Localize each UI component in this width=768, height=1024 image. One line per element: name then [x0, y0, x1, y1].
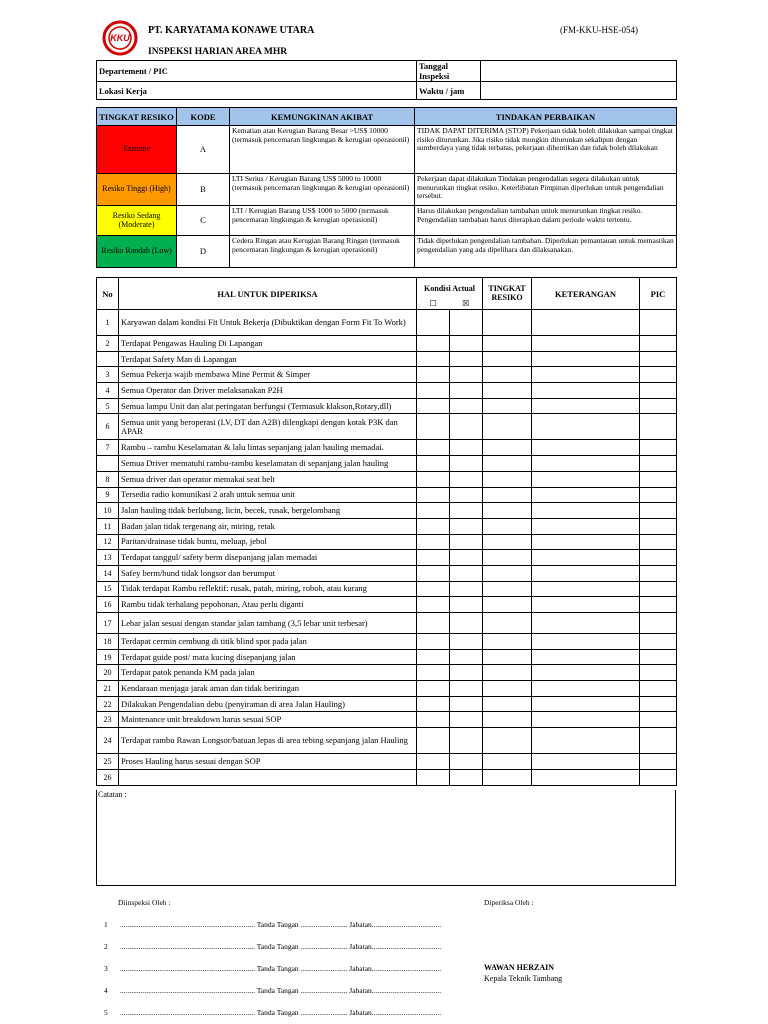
keterangan-cell[interactable]: [532, 367, 640, 383]
pic-cell[interactable]: [640, 487, 677, 503]
signature-row-number: 3: [104, 964, 108, 973]
pic-cell[interactable]: [640, 367, 677, 383]
kondisi-not-cell[interactable]: [450, 696, 483, 712]
kondisi-ok-cell[interactable]: [417, 728, 450, 754]
risk-code: A: [177, 126, 230, 174]
risk-code: D: [177, 236, 230, 268]
col-header-pic: PIC: [640, 278, 677, 310]
keterangan-cell[interactable]: [532, 681, 640, 697]
risk-row-low: [97, 236, 677, 268]
kondisi-ok-cell[interactable]: [417, 398, 450, 414]
risk-row-moderate: [97, 206, 677, 236]
tingkat-resiko-cell[interactable]: [483, 581, 532, 597]
department-label: Departement / PIC: [97, 61, 417, 82]
kondisi-not-cell[interactable]: [450, 440, 483, 456]
kondisi-ok-cell[interactable]: [417, 696, 450, 712]
tingkat-resiko-cell[interactable]: [483, 728, 532, 754]
kondisi-not-cell[interactable]: [450, 681, 483, 697]
risk-consequence: LTI / Kerugian Barang US$ 1000 to 5000 (termasuk pencemaran lingkungan & kerugian operasionil): [230, 206, 415, 236]
approver-title: Kepala Teknik Tambang: [484, 974, 563, 983]
checklist-no: 24: [97, 728, 119, 754]
kondisi-not-cell[interactable]: [450, 351, 483, 367]
checklist-item-text: Tidak terdapat Rambu reflektif: rusak, patah, miring, roboh, atau kurang: [119, 581, 417, 597]
checklist-no: 22: [97, 696, 119, 712]
tingkat-resiko-cell[interactable]: [483, 487, 532, 503]
checklist-item-text: Semua lampu Unit dan alat peringatan berfungsi (Termasuk klakson,Rotary,dll): [119, 398, 417, 414]
keterangan-cell[interactable]: [532, 471, 640, 487]
tingkat-resiko-cell[interactable]: [483, 518, 532, 534]
checklist-row: [97, 634, 677, 650]
time-label: Waktu / jam: [417, 82, 481, 100]
pic-cell[interactable]: [640, 518, 677, 534]
risk-row-extreme: [97, 126, 677, 174]
tingkat-resiko-cell[interactable]: [483, 367, 532, 383]
kondisi-ok-cell[interactable]: [417, 518, 450, 534]
company-name: PT. KARYATAMA KONAWE UTARA: [148, 25, 315, 36]
risk-action: TIDAK DAPAT DITERIMA (STOP) Pekerjaan tidak boleh dilakukan sampai tingkat risiko diturunkan. Jika risiko tidak mungkin diturunkan sekalipun dengan sumberdaya yang tidak terbatas, pekerjaan dihentikan dan tidak boleh dilakukan: [415, 126, 677, 174]
pic-cell[interactable]: [640, 696, 677, 712]
checklist-row: [97, 398, 677, 414]
risk-code: C: [177, 206, 230, 236]
checklist-no: 9: [97, 487, 119, 503]
checklist-no: 5: [97, 398, 119, 414]
checklist-item-text: Jalan hauling tidak berlubang, licin, becek, rusak, bergelombang: [119, 503, 417, 519]
checklist-row: [97, 681, 677, 697]
tingkat-resiko-cell[interactable]: [483, 440, 532, 456]
col-header-kondisi: Kondisi Actual: [417, 278, 483, 299]
signature-line[interactable]: ........................................................................ Tanda Tangan ......................... Jabatan.....................................: [120, 942, 442, 951]
tingkat-resiko-cell[interactable]: [483, 681, 532, 697]
checklist-item-text: Tersedia radio komunikasi 2 arah untuk semua unit: [119, 487, 417, 503]
kondisi-not-cell[interactable]: [450, 649, 483, 665]
checklist-item-text: Karyawan dalam kondisi Fit Untuk Bekerja (Dibuktikan dengan Form Fit To Work): [119, 310, 417, 336]
kondisi-not-cell[interactable]: [450, 534, 483, 550]
risk-level-table: [96, 107, 677, 268]
kondisi-ok-cell[interactable]: [417, 712, 450, 728]
checklist-row: [97, 565, 677, 581]
risk-level: Extreme: [97, 126, 177, 174]
pic-cell[interactable]: [640, 398, 677, 414]
checklist-item-text: Terdapat tanggul/ safety berm disepanjang jalan memadai: [119, 550, 417, 566]
checklist-no: 12: [97, 534, 119, 550]
checklist-no: 17: [97, 613, 119, 634]
risk-level: Resiko Randah (Low): [97, 236, 177, 268]
checklist-row: [97, 665, 677, 681]
keterangan-cell[interactable]: [532, 440, 640, 456]
checklist-row: [97, 487, 677, 503]
date-value-field[interactable]: [481, 61, 677, 82]
risk-consequence: LTI Serius / Kerugian Barang US$ 5000 to 10000 (termasuk pencemaran lingkungan & kerugian operasionil): [230, 174, 415, 206]
kondisi-not-cell[interactable]: [450, 565, 483, 581]
tingkat-resiko-cell[interactable]: [483, 471, 532, 487]
tingkat-resiko-cell[interactable]: [483, 565, 532, 581]
kondisi-ok-cell[interactable]: [417, 336, 450, 352]
checklist-row: [97, 728, 677, 754]
tingkat-resiko-cell[interactable]: [483, 550, 532, 566]
checklist-no: [97, 456, 119, 472]
kondisi-not-cell[interactable]: [450, 754, 483, 770]
checklist-row: [97, 440, 677, 456]
tingkat-resiko-cell[interactable]: [483, 754, 532, 770]
risk-header-consequence: KEMUNGKINAN AKIBAT: [230, 108, 415, 126]
checklist-row: [97, 471, 677, 487]
risk-consequence: Kematian atau Kerugian Barang Besar >US$ 10000 (termasuk pencemaran lingkungan & kerugian operasionil): [230, 126, 415, 174]
location-label: Lokasi Kerja: [97, 82, 417, 100]
kondisi-ok-cell[interactable]: [417, 769, 450, 785]
checklist-row: [97, 351, 677, 367]
pic-cell[interactable]: [640, 581, 677, 597]
kondisi-ok-cell[interactable]: [417, 440, 450, 456]
checklist-no: 2: [97, 336, 119, 352]
checklist-no: 13: [97, 550, 119, 566]
pic-cell[interactable]: [640, 728, 677, 754]
kondisi-ok-cell[interactable]: [417, 597, 450, 613]
checklist-item-text: Proses Hauling harus sesuai dengan SOP: [119, 754, 417, 770]
keterangan-cell[interactable]: [532, 487, 640, 503]
kondisi-not-cell[interactable]: [450, 456, 483, 472]
date-label: Tanggal Inspeksi: [417, 61, 481, 82]
checklist-row: [97, 310, 677, 336]
keterangan-cell[interactable]: [532, 518, 640, 534]
pic-cell[interactable]: [640, 336, 677, 352]
notes-label: Catatan :: [98, 790, 127, 799]
checklist-no: 18: [97, 634, 119, 650]
checklist-no: 25: [97, 754, 119, 770]
kondisi-not-cell[interactable]: [450, 310, 483, 336]
signature-row[interactable]: [104, 986, 441, 995]
company-logo: [102, 20, 138, 56]
tingkat-resiko-cell[interactable]: [483, 383, 532, 399]
checklist-item-text: [119, 769, 417, 785]
checklist-no: 21: [97, 681, 119, 697]
checklist-row: [97, 581, 677, 597]
kondisi-not-cell[interactable]: [450, 503, 483, 519]
keterangan-cell[interactable]: [532, 565, 640, 581]
kondisi-ok-cell[interactable]: [417, 550, 450, 566]
signature-row[interactable]: [104, 964, 441, 973]
tingkat-resiko-cell[interactable]: [483, 712, 532, 728]
pic-cell[interactable]: [640, 310, 677, 336]
tingkat-resiko-cell[interactable]: [483, 336, 532, 352]
risk-header-action: TINDAKAN PERBAIKAN: [415, 108, 677, 126]
pic-cell[interactable]: [640, 754, 677, 770]
kondisi-ok-cell[interactable]: [417, 456, 450, 472]
checklist-no: 16: [97, 597, 119, 613]
keterangan-cell[interactable]: [532, 534, 640, 550]
checklist-row: [97, 696, 677, 712]
checklist-item-text: Terdapat Safety Man di Lapangan: [119, 351, 417, 367]
keterangan-cell[interactable]: [532, 456, 640, 472]
signature-row-number: 4: [104, 986, 108, 995]
keterangan-cell[interactable]: [532, 550, 640, 566]
checklist-no: 10: [97, 503, 119, 519]
kondisi-not-cell[interactable]: [450, 398, 483, 414]
kondisi-not-cell[interactable]: [450, 581, 483, 597]
keterangan-cell[interactable]: [532, 336, 640, 352]
pic-cell[interactable]: [640, 565, 677, 581]
checklist-no: 15: [97, 581, 119, 597]
checklist-row: [97, 550, 677, 566]
pic-cell[interactable]: [640, 456, 677, 472]
document-title: INSPEKSI HARIAN AREA MHR: [148, 47, 288, 57]
kondisi-not-cell[interactable]: [450, 613, 483, 634]
checklist-no: 8: [97, 471, 119, 487]
checklist-no: 3: [97, 367, 119, 383]
kondisi-ok-cell[interactable]: [417, 367, 450, 383]
signature-row-number: 2: [104, 942, 108, 951]
signature-row-number: 1: [104, 920, 108, 929]
keterangan-cell[interactable]: [532, 581, 640, 597]
notes-box[interactable]: [96, 790, 676, 886]
checklist-no: 20: [97, 665, 119, 681]
kondisi-not-cell[interactable]: [450, 665, 483, 681]
kondisi-not-cell[interactable]: [450, 728, 483, 754]
kondisi-not-cell[interactable]: [450, 769, 483, 785]
kondisi-ok-cell[interactable]: [417, 310, 450, 336]
col-header-no: No: [97, 278, 119, 310]
checklist-item-text: Safey berm/bund tidak longsor dan berumput: [119, 565, 417, 581]
tingkat-resiko-cell[interactable]: [483, 665, 532, 681]
kondisi-ok-cell[interactable]: [417, 681, 450, 697]
checklist-no: [97, 351, 119, 367]
keterangan-cell[interactable]: [532, 696, 640, 712]
pic-cell[interactable]: [640, 440, 677, 456]
keterangan-cell[interactable]: [532, 769, 640, 785]
kondisi-ok-cell[interactable]: [417, 351, 450, 367]
signature-row[interactable]: [104, 942, 441, 951]
checklist-item-text: Semua Driver mematuhi rambu-rambu keselamatan di sepanjang jalan hauling: [119, 456, 417, 472]
kondisi-ok-cell[interactable]: [417, 565, 450, 581]
tingkat-resiko-cell[interactable]: [483, 414, 532, 440]
pic-cell[interactable]: [640, 550, 677, 566]
signature-row[interactable]: [104, 1008, 441, 1017]
tingkat-resiko-cell[interactable]: [483, 456, 532, 472]
risk-header-code: KODE: [177, 108, 230, 126]
kondisi-ok-checkbox-icon: ☐: [417, 299, 450, 310]
checklist-no: 23: [97, 712, 119, 728]
checklist-row: [97, 597, 677, 613]
kondisi-ok-cell[interactable]: [417, 581, 450, 597]
time-value-field[interactable]: [481, 82, 677, 100]
info-table: [96, 60, 677, 100]
kondisi-not-checkbox-icon: ☒: [450, 299, 483, 310]
kondisi-not-cell[interactable]: [450, 414, 483, 440]
keterangan-cell[interactable]: [532, 351, 640, 367]
risk-action: Tidak diperlukan pengendalian tambahan. Diperlukan pemantauan untuk memastikan pengendalian yang ada dipelihara dan dilaksanakan.: [415, 236, 677, 268]
signature-line[interactable]: ........................................................................ Tanda Tangan ......................... Jabatan.....................................: [120, 920, 442, 929]
kondisi-not-cell[interactable]: [450, 597, 483, 613]
signature-section: [96, 890, 676, 1024]
risk-level: Resiko Sedang (Moderate): [97, 206, 177, 236]
keterangan-cell[interactable]: [532, 310, 640, 336]
pic-cell[interactable]: [640, 597, 677, 613]
kondisi-not-cell[interactable]: [450, 367, 483, 383]
risk-level: Resiko Tinggi (High): [97, 174, 177, 206]
document-header: [96, 20, 676, 60]
checklist-no: 19: [97, 649, 119, 665]
checklist-row: [97, 518, 677, 534]
tingkat-resiko-cell[interactable]: [483, 503, 532, 519]
kondisi-ok-cell[interactable]: [417, 534, 450, 550]
signature-line[interactable]: ........................................................................ Tanda Tangan ......................... Jabatan.....................................: [120, 964, 442, 973]
keterangan-cell[interactable]: [532, 597, 640, 613]
keterangan-cell[interactable]: [532, 398, 640, 414]
tingkat-resiko-cell[interactable]: [483, 649, 532, 665]
keterangan-cell[interactable]: [532, 613, 640, 634]
keterangan-cell[interactable]: [532, 754, 640, 770]
tingkat-resiko-cell[interactable]: [483, 534, 532, 550]
kondisi-ok-cell[interactable]: [417, 471, 450, 487]
risk-code: B: [177, 174, 230, 206]
pic-cell[interactable]: [640, 503, 677, 519]
checklist-row: [97, 754, 677, 770]
checklist-no: 26: [97, 769, 119, 785]
tingkat-resiko-cell[interactable]: [483, 634, 532, 650]
pic-cell[interactable]: [640, 769, 677, 785]
checklist-item-text: Terdapat guide post/ mata kucing disepanjang jalan: [119, 649, 417, 665]
col-header-tingkat: TINGKAT RESIKO: [483, 278, 532, 310]
form-code: (FM-KKU-HSE-054): [560, 25, 638, 35]
checklist-item-text: Semua unit yang beroperasi (LV, DT dan A2B) dilengkapi dengan kotak P3K dan APAR: [119, 414, 417, 440]
pic-cell[interactable]: [640, 681, 677, 697]
kondisi-not-cell[interactable]: [450, 634, 483, 650]
checklist-row: [97, 503, 677, 519]
signature-line[interactable]: ........................................................................ Tanda Tangan ......................... Jabatan.....................................: [120, 1008, 442, 1017]
checklist-item-text: Terdapat cermin cembung di titik blind spot pada jalan: [119, 634, 417, 650]
checklist-no: 11: [97, 518, 119, 534]
risk-action: Pekerjaan dapat dilakukan Tindakan pengendalian segera dilakukan untuk menurunkan tingkat resiko. Keterlibatan Pimpinan diperlukan untuk pengendalian tersebut.: [415, 174, 677, 206]
checklist-row: [97, 456, 677, 472]
tingkat-resiko-cell[interactable]: [483, 351, 532, 367]
signature-row-number: 5: [104, 1008, 108, 1017]
kondisi-not-cell[interactable]: [450, 712, 483, 728]
pic-cell[interactable]: [640, 534, 677, 550]
kondisi-not-cell[interactable]: [450, 487, 483, 503]
risk-consequence: Cedera Ringan atau Kerugian Barang Ringan (termasuk pencemaran lingkungan & kerugian operasionil): [230, 236, 415, 268]
kondisi-not-cell[interactable]: [450, 518, 483, 534]
kondisi-ok-cell[interactable]: [417, 503, 450, 519]
checklist-row: [97, 613, 677, 634]
kondisi-ok-cell[interactable]: [417, 649, 450, 665]
keterangan-cell[interactable]: [532, 383, 640, 399]
pic-cell[interactable]: [640, 414, 677, 440]
kondisi-ok-cell[interactable]: [417, 613, 450, 634]
tingkat-resiko-cell[interactable]: [483, 696, 532, 712]
checklist-row: [97, 336, 677, 352]
tingkat-resiko-cell[interactable]: [483, 310, 532, 336]
keterangan-cell[interactable]: [532, 414, 640, 440]
kondisi-ok-cell[interactable]: [417, 383, 450, 399]
checklist-row: [97, 649, 677, 665]
signature-line[interactable]: ........................................................................ Tanda Tangan ......................... Jabatan.....................................: [120, 986, 442, 995]
checklist-row: [97, 534, 677, 550]
checklist-item-text: Semua driver dan operator memakai seat belt: [119, 471, 417, 487]
tingkat-resiko-cell[interactable]: [483, 398, 532, 414]
inspected-by-label: Diinspeksi Oleh :: [118, 898, 171, 907]
checklist-no: 6: [97, 414, 119, 440]
col-header-item: HAL UNTUK DIPERIKSA: [119, 278, 417, 310]
checklist-item-text: Paritan/drainase tidak buntu, meluap, jebol: [119, 534, 417, 550]
keterangan-cell[interactable]: [532, 712, 640, 728]
kondisi-ok-cell[interactable]: [417, 665, 450, 681]
signature-row[interactable]: [104, 920, 441, 929]
checklist-row: [97, 769, 677, 785]
col-header-keterangan: KETERANGAN: [532, 278, 640, 310]
tingkat-resiko-cell[interactable]: [483, 769, 532, 785]
checklist-row: [97, 712, 677, 728]
checklist-item-text: Badan jalan tidak tergenang air, miring, retak: [119, 518, 417, 534]
keterangan-cell[interactable]: [532, 728, 640, 754]
checklist-item-text: Maintenance unit breakdown harus sesuai SOP: [119, 712, 417, 728]
kondisi-not-cell[interactable]: [450, 550, 483, 566]
pic-cell[interactable]: [640, 471, 677, 487]
kondisi-not-cell[interactable]: [450, 383, 483, 399]
checklist-item-text: Semua Pekerja wajib membawa Mine Permit & Simper: [119, 367, 417, 383]
checklist-no: 7: [97, 440, 119, 456]
approver-name: WAWAN HERZAIN: [484, 963, 555, 972]
tingkat-resiko-cell[interactable]: [483, 597, 532, 613]
checklist-item-text: Kendaraan menjaga jarak aman dan tidak beriringan: [119, 681, 417, 697]
pic-cell[interactable]: [640, 351, 677, 367]
checklist-row: [97, 383, 677, 399]
kondisi-not-cell[interactable]: [450, 336, 483, 352]
checklist-no: 4: [97, 383, 119, 399]
checklist-item-text: Semua Operator dan Driver melaksanakan P2H: [119, 383, 417, 399]
keterangan-cell[interactable]: [532, 634, 640, 650]
tingkat-resiko-cell[interactable]: [483, 613, 532, 634]
pic-cell[interactable]: [640, 665, 677, 681]
checklist-item-text: Terdapat rambu Rawan Longsor/batuan lepas di area tebing sepanjang jalan Hauling: [119, 728, 417, 754]
checklist-item-text: Terdapat Pengawas Hauling Di Lapangan: [119, 336, 417, 352]
kondisi-ok-cell[interactable]: [417, 634, 450, 650]
checklist-row: [97, 367, 677, 383]
risk-row-high: [97, 174, 677, 206]
checked-by-label: Diperiksa Oleh :: [484, 898, 534, 907]
checklist-item-text: Rambu tidak terhalang pepohonan, Atau perlu diganti: [119, 597, 417, 613]
checklist-item-text: Rambu – rambu Keselamatan & lalu lintas sepanjang jalan hauling memadai.: [119, 440, 417, 456]
checklist-no: 14: [97, 565, 119, 581]
inspection-checklist: [96, 277, 677, 786]
checklist-item-text: Terdapat patok penanda KM pada jalan: [119, 665, 417, 681]
checklist-row: [97, 414, 677, 440]
kondisi-ok-cell[interactable]: [417, 414, 450, 440]
logo-text: KKU: [110, 33, 130, 43]
pic-cell[interactable]: [640, 712, 677, 728]
kondisi-ok-cell[interactable]: [417, 754, 450, 770]
risk-header-level: TINGKAT RESIKO: [97, 108, 177, 126]
risk-action: Harus dilakukan pengendalian tambahan untuk menurunkan tingkat resiko. Pengendalian tambahan harus diterapkan dalam periode waktu tertentu.: [415, 206, 677, 236]
keterangan-cell[interactable]: [532, 649, 640, 665]
pic-cell[interactable]: [640, 613, 677, 634]
pic-cell[interactable]: [640, 649, 677, 665]
checklist-no: 1: [97, 310, 119, 336]
kondisi-ok-cell[interactable]: [417, 487, 450, 503]
checklist-item-text: Lebar jalan sesuai dengan standar jalan tambang (3,5 lebar unit terbesar): [119, 613, 417, 634]
pic-cell[interactable]: [640, 383, 677, 399]
keterangan-cell[interactable]: [532, 503, 640, 519]
keterangan-cell[interactable]: [532, 665, 640, 681]
pic-cell[interactable]: [640, 634, 677, 650]
kondisi-not-cell[interactable]: [450, 471, 483, 487]
checklist-item-text: Dilakukan Pengendalian debu (penyiraman di area Jalan Hauling): [119, 696, 417, 712]
